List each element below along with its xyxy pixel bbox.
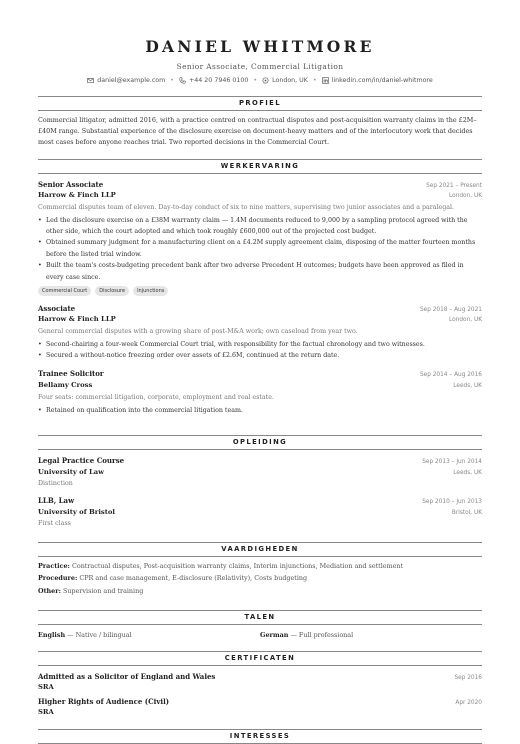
location-pin-icon [262, 77, 269, 84]
job-location: London, UK [449, 192, 482, 199]
section-heading-interests: INTERESSES [38, 729, 482, 744]
skill-group [38, 585, 482, 598]
job-dates: Sep 2014 – Aug 2016 [419, 371, 482, 378]
skills-section [38, 542, 482, 597]
linkedin-text: linkedin.com/in/daniel-whitmore [331, 77, 433, 84]
job-bullet: • Built the team's costs-budgeting precedent bank after two adverse Precedent H outcomes; budgets have been approved as filed in every case since. [38, 260, 482, 283]
skill-group-value: Supervision and training [63, 586, 144, 595]
job-location: Leeds, UK [453, 382, 482, 389]
section-heading-certificates: CERTIFICATEN [38, 651, 482, 666]
job-bullets [38, 339, 482, 362]
section-heading-education: OPLEIDING [38, 435, 482, 450]
section-heading-skills: VAARDIGHEDEN [38, 542, 482, 557]
job-bullet: • Obtained summary judgment for a manufacturing client on a £4.2M supply agreement claim, disposing of the matter fourteen months before the listed trial window. [38, 237, 482, 260]
job-location: London, UK [449, 316, 482, 323]
language-level: — Full professional [290, 630, 354, 639]
separator-dot: • [253, 77, 258, 84]
skill-group [38, 572, 482, 585]
job-role: Trainee Solicitor [38, 368, 104, 378]
job-entry [38, 304, 482, 362]
job-entry [38, 369, 482, 416]
job-employer: Harrow & Finch LLP [38, 314, 116, 323]
profile-summary: Commercial litigator, admitted 2016, with a practice centred on contractual disputes and post-acquisition warranty claims in the £2M–£40M range. Substantial experience of the disclosure exercise on document-heavy matters and of the interlocutory work that decides most cases before anyone reaches trial. Two reported decisions in the Commercial Court. [38, 115, 477, 146]
contact-linkedin[interactable] [322, 77, 433, 84]
education-note: Distinction [38, 479, 73, 487]
skill-group-label: Procedure: [38, 574, 78, 583]
contact-email[interactable] [87, 77, 165, 84]
job-description: Commercial disputes team of eleven. Day-to-day conduct of six to nine matters, supervising two junior associates and a paralegal. [38, 203, 455, 211]
certificate-issuer: SRA [38, 707, 54, 716]
job-bullets [38, 405, 482, 416]
candidate-name: DANIEL WHITMORE [145, 37, 375, 56]
language-name: English [38, 630, 66, 639]
skill-tag: Injunctions [133, 286, 168, 296]
degree-name: Legal Practice Course [38, 455, 125, 465]
experience-section [38, 159, 482, 416]
degree-name: LLB, Law [38, 495, 75, 505]
job-employer: Bellamy Cross [38, 380, 93, 389]
certificate-date: Sep 2016 [454, 674, 482, 681]
skill-tag: Disclosure [95, 286, 129, 296]
education-dates: Sep 2010 – Jun 2013 [422, 498, 482, 505]
skill-group [38, 560, 482, 573]
certificates-section [38, 651, 482, 716]
job-role: Senior Associate [38, 179, 104, 189]
job-employer: Harrow & Finch LLP [38, 190, 116, 199]
job-entry [38, 180, 482, 296]
skill-group-value: CPR and case management, E-disclosure (Relativity), Costs budgeting [79, 574, 308, 583]
job-bullets [38, 215, 482, 283]
contact-phone[interactable] [179, 77, 248, 84]
certificate-date: Apr 2020 [455, 699, 482, 706]
job-bullet: • Second-chairing a four-week Commercial Court trial, with responsibility for the factual chronology and two witnesses. [38, 339, 482, 350]
mail-icon [87, 77, 94, 84]
skill-group-label: Other: [38, 586, 61, 595]
language-list [38, 631, 482, 639]
skill-group-label: Practice: [38, 561, 70, 570]
job-bullet: • Retained on qualification into the commercial litigation team. [38, 405, 482, 416]
job-role: Associate [38, 303, 76, 313]
language-level: — Native / bilingual [67, 630, 132, 639]
education-dates: Sep 2013 – Jun 2014 [422, 458, 482, 465]
school-name: University of Bristol [38, 507, 115, 516]
section-heading-profile: PROFIEL [38, 96, 482, 111]
phone-text: +44 20 7946 0100 [189, 77, 249, 84]
email-text: daniel@example.com [97, 77, 166, 84]
resume-header [38, 0, 482, 84]
interests-section [38, 729, 482, 744]
linkedin-icon [322, 77, 329, 84]
certificate-issuer: SRA [38, 682, 54, 691]
candidate-title: Senior Associate, Commercial Litigation [176, 62, 344, 71]
skill-tags [38, 286, 482, 296]
skill-groups [38, 560, 482, 598]
certificate-entry [38, 672, 482, 691]
contact-line [38, 77, 482, 84]
job-description: Four seats: commercial litigation, corporate, employment and real estate. [38, 393, 274, 401]
education-entry [38, 456, 482, 489]
job-bullet: • Led the disclosure exercise on a £38M warranty claim — 1.4M documents reduced to 9,000 by a sampling protocol agreed with the other side, which the court adopted and which took roughly £600,000 out of the projected cost budget. [38, 215, 482, 238]
certificate-name: Higher Rights of Audience (Civil) [38, 696, 170, 706]
education-entry [38, 496, 482, 529]
job-dates: Sep 2018 – Aug 2021 [419, 306, 482, 313]
language-item [260, 631, 482, 639]
separator-dot: • [312, 77, 317, 84]
certificate-name: Admitted as a Solicitor of England and Wales [38, 671, 216, 681]
language-item [38, 631, 260, 639]
education-note: First class [38, 519, 71, 527]
education-section [38, 435, 482, 529]
skill-group-value: Contractual disputes, Post-acquisition warranty claims, Interim injunctions, Mediation and settlement [71, 561, 404, 570]
location-text: London, UK [272, 77, 308, 84]
separator-dot: • [170, 77, 175, 84]
job-bullet: • Secured a without-notice freezing order over assets of £2.6M, continued at the return date. [38, 350, 482, 361]
skill-tag: Commercial Court [38, 286, 91, 296]
job-dates: Sep 2021 – Present [426, 182, 482, 189]
school-location: Leeds, UK [453, 469, 482, 476]
profile-section [38, 96, 482, 148]
section-heading-languages: TALEN [38, 610, 482, 625]
languages-section [38, 610, 482, 639]
contact-location [262, 77, 308, 84]
section-heading-experience: WERKERVARING [38, 159, 482, 174]
school-location: Bristol, UK [451, 509, 482, 516]
phone-icon [179, 77, 186, 84]
certificate-entry [38, 697, 482, 716]
language-name: German [260, 630, 289, 639]
job-description: General commercial disputes with a growing share of post-M&A work; own caseload from year two. [38, 327, 358, 335]
school-name: University of Law [38, 467, 105, 476]
